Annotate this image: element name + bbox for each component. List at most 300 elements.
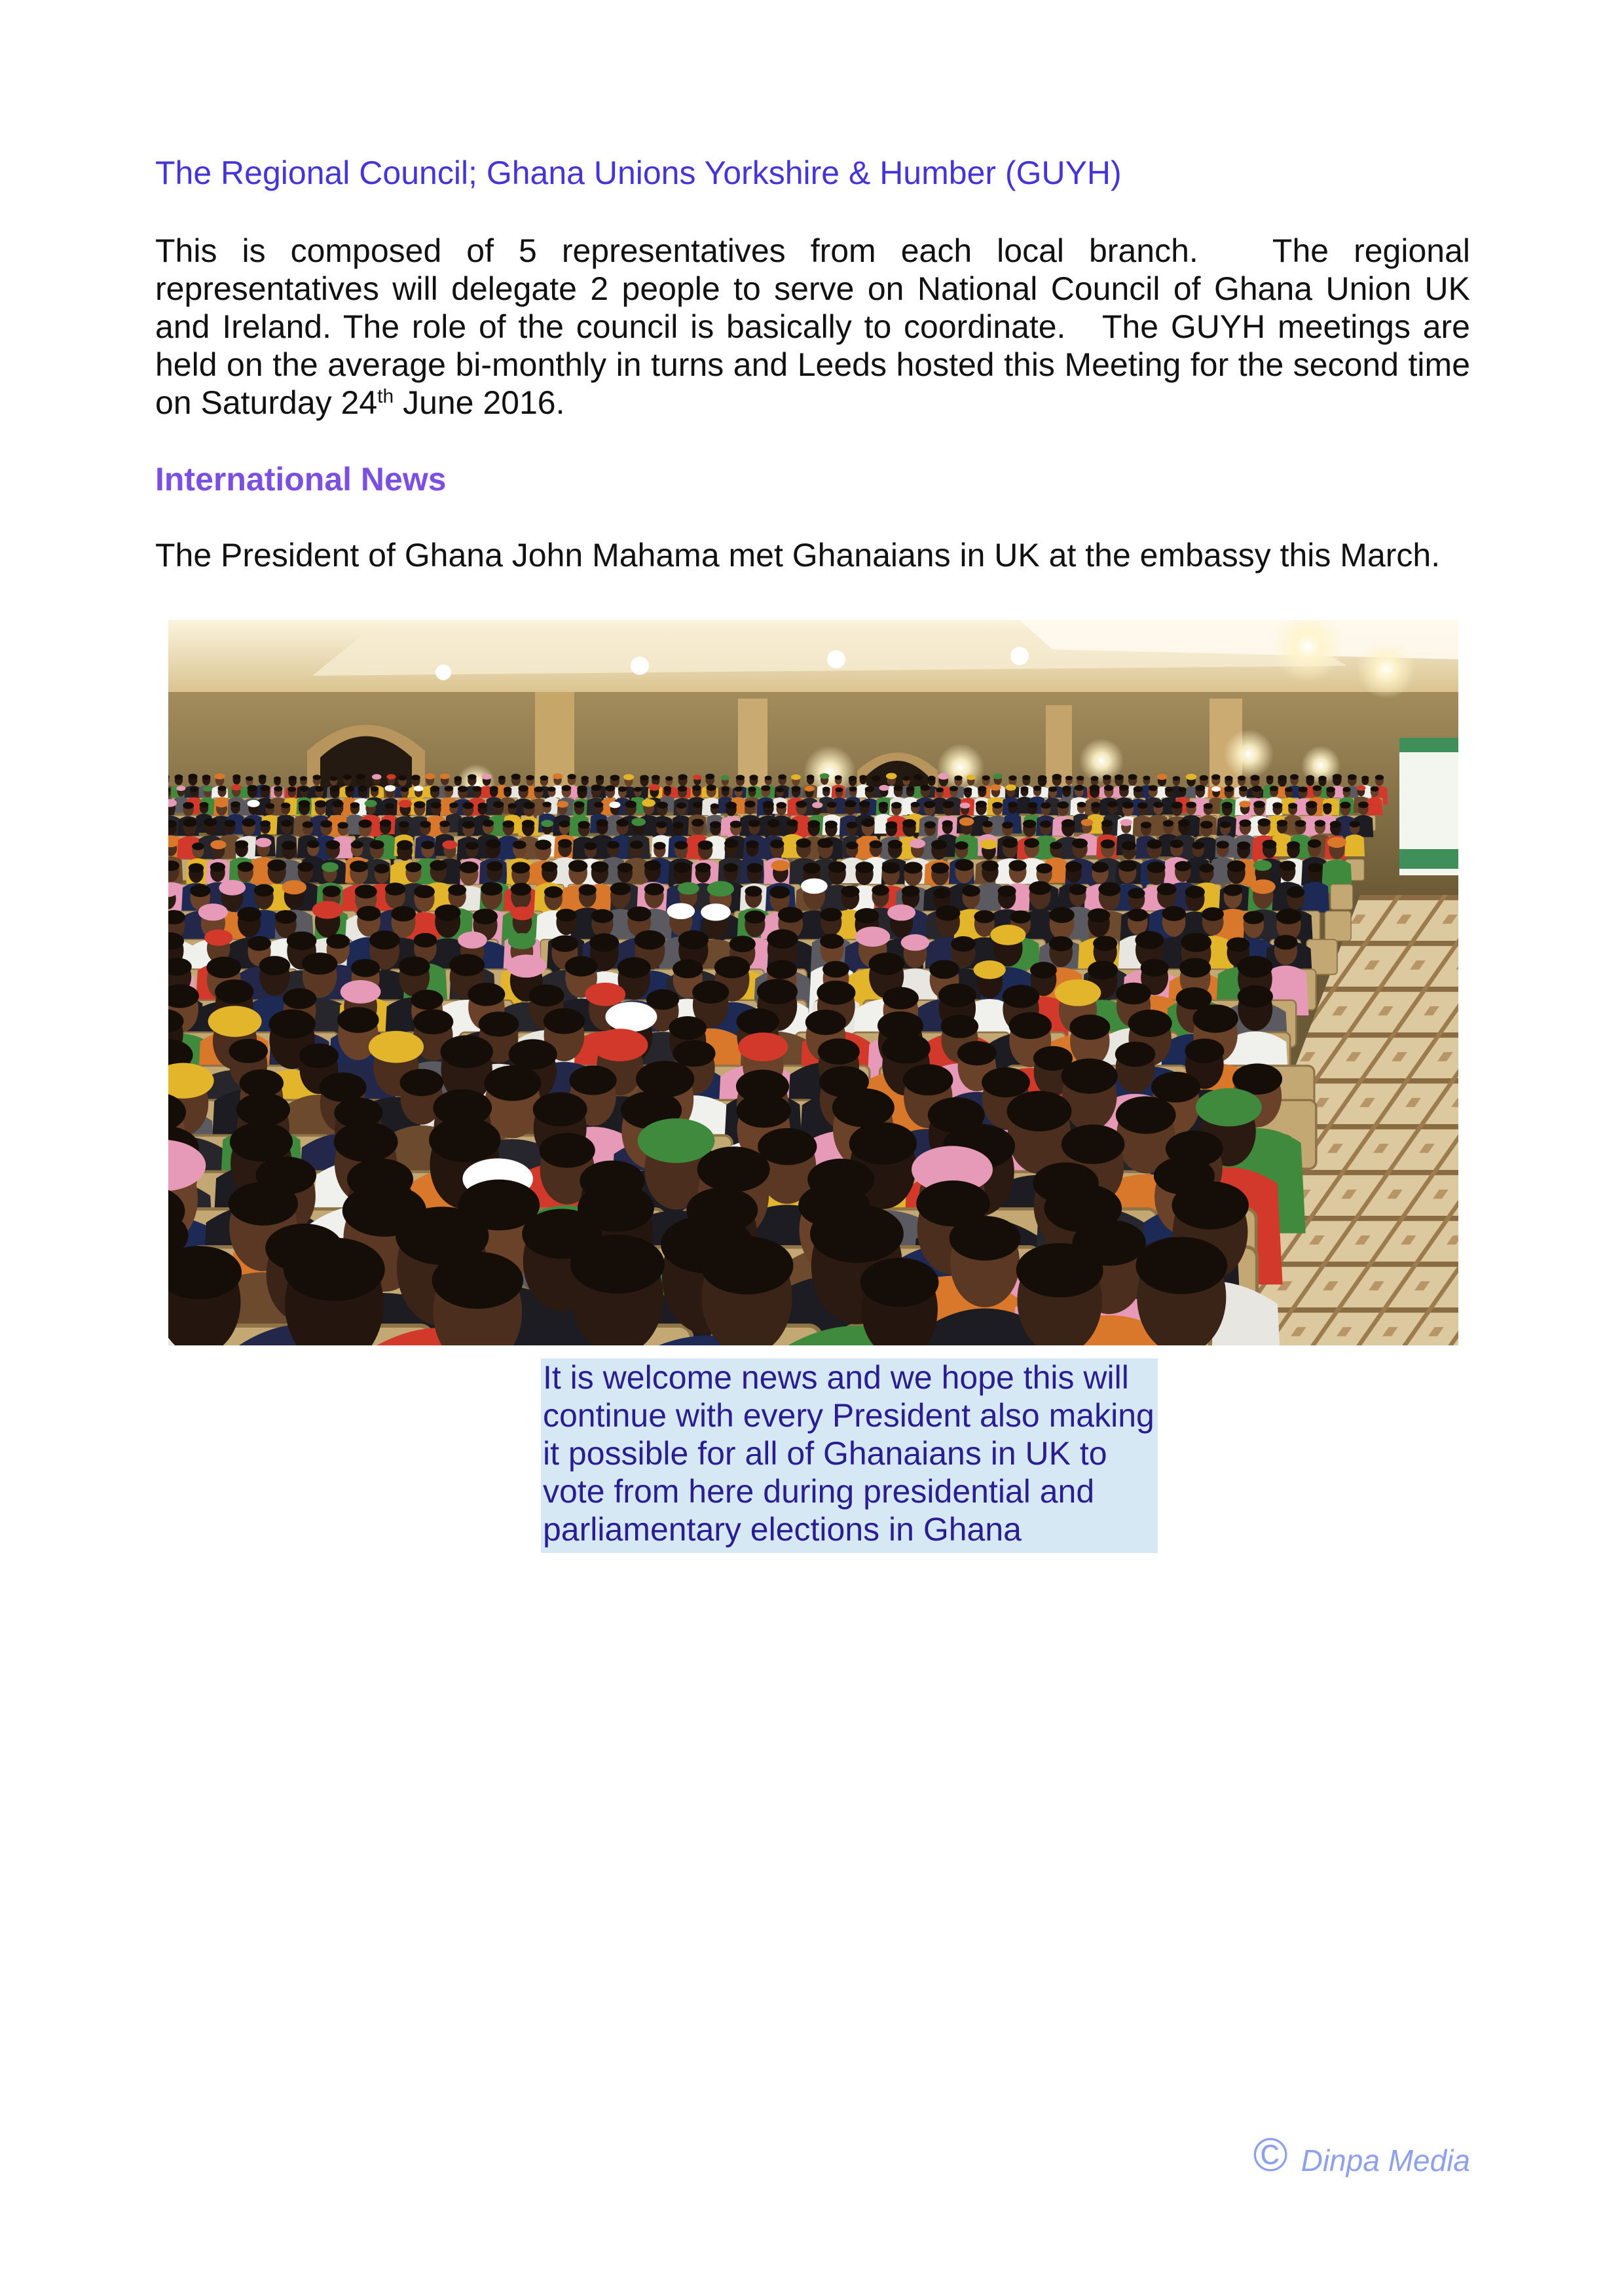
hair (627, 906, 652, 921)
hair (745, 911, 766, 924)
hair (287, 932, 317, 951)
hair (591, 909, 614, 923)
hair (259, 956, 291, 975)
hair (414, 885, 435, 898)
headwrap (1251, 879, 1276, 894)
hair (942, 820, 953, 827)
headwrap (1120, 819, 1132, 826)
news-text: The President of Ghana John Mahama met Ghanaians in UK at the embassy this March. (155, 537, 1441, 574)
headwrap (219, 880, 246, 896)
hair (1195, 785, 1205, 791)
hair (710, 803, 719, 809)
hair (420, 821, 431, 828)
hair (1049, 936, 1073, 951)
hair (217, 786, 226, 791)
hair (758, 1128, 817, 1165)
hair (596, 819, 608, 827)
hair (448, 884, 466, 896)
hair (188, 774, 197, 780)
hair (1052, 774, 1062, 780)
hair (927, 776, 935, 781)
hair (955, 859, 974, 871)
hair (1250, 775, 1259, 781)
hair (275, 910, 297, 924)
hair (567, 774, 576, 779)
hair (315, 800, 327, 807)
hair (303, 821, 313, 828)
hair (974, 910, 995, 923)
hair (1072, 839, 1088, 848)
headwrap (1211, 786, 1221, 792)
hair (1141, 959, 1169, 977)
hair (957, 1041, 997, 1065)
hair (334, 1122, 398, 1162)
audience-member-body (1301, 882, 1329, 913)
headwrap (312, 901, 343, 919)
hair (540, 775, 549, 780)
hair (577, 786, 587, 792)
hair (998, 885, 1016, 897)
hair (265, 803, 274, 809)
headwrap (707, 881, 734, 897)
hair (289, 776, 297, 781)
hair (399, 957, 430, 976)
hair (950, 1216, 1021, 1260)
hair (259, 774, 267, 779)
hair (1010, 911, 1031, 924)
hair (439, 820, 450, 827)
hair (350, 860, 368, 872)
hair (607, 841, 619, 849)
hair (673, 862, 690, 873)
hair (1308, 863, 1322, 872)
hair (673, 822, 684, 828)
hair (1253, 801, 1265, 808)
hair (565, 956, 598, 976)
hair (652, 775, 660, 780)
hair (1134, 786, 1143, 792)
hair (526, 775, 534, 780)
headwrap (609, 801, 620, 808)
headwrap (384, 785, 396, 792)
hair (400, 1069, 444, 1097)
hair (300, 786, 308, 792)
hair (1091, 776, 1099, 780)
hair (992, 802, 1003, 809)
hair (260, 785, 270, 791)
hair (978, 786, 986, 792)
hair (484, 1065, 541, 1101)
chair-back (1325, 911, 1351, 941)
hair (1204, 803, 1213, 809)
hair (533, 1092, 587, 1126)
hair (315, 786, 323, 792)
hair (778, 774, 786, 780)
hair (807, 774, 815, 779)
hair (1016, 1243, 1103, 1298)
hair (803, 863, 821, 874)
hair (1115, 1042, 1155, 1066)
hair (232, 774, 240, 780)
hair (640, 775, 649, 780)
hair (460, 862, 479, 873)
hair (882, 862, 900, 873)
hair (891, 802, 902, 809)
hair (1122, 841, 1136, 850)
audience-photo (168, 620, 1458, 1345)
hair (579, 884, 597, 896)
hair (1299, 786, 1308, 792)
hair (906, 786, 915, 792)
hair (737, 1093, 791, 1127)
hair (429, 1118, 501, 1162)
hair (1323, 803, 1332, 809)
hair (902, 886, 920, 897)
hair (369, 930, 400, 949)
hair (646, 989, 679, 1010)
hair (828, 862, 847, 873)
hair (511, 774, 521, 780)
headwrap (820, 773, 830, 779)
hair (237, 907, 261, 922)
headwrap (879, 785, 889, 791)
hair (529, 985, 564, 1007)
hair (1147, 862, 1166, 873)
footer-credit (1253, 2129, 1470, 2181)
hair (190, 787, 198, 792)
international-news-heading: International News (155, 461, 447, 498)
hair (401, 787, 409, 792)
hair (183, 818, 197, 827)
headwrap (458, 932, 487, 949)
hair (805, 1010, 846, 1035)
hair (351, 841, 363, 848)
hair (561, 785, 571, 791)
hair (693, 802, 703, 808)
headwrap (198, 903, 228, 920)
hair (478, 803, 488, 809)
hair (325, 840, 340, 849)
headwrap (365, 800, 377, 807)
hair (1172, 802, 1183, 809)
hair (767, 960, 797, 979)
hair (1186, 801, 1196, 808)
hair (238, 862, 254, 871)
hair (358, 820, 371, 828)
hair (1185, 886, 1205, 898)
headwrap (990, 784, 1001, 791)
headwrap (1356, 786, 1365, 791)
hair (283, 988, 316, 1009)
hair (1008, 860, 1026, 871)
hair (431, 802, 441, 809)
hair (820, 934, 844, 949)
hair (1330, 821, 1341, 828)
ordinal-suffix: th (377, 386, 394, 407)
hair (556, 909, 576, 922)
hair (634, 787, 642, 792)
ceiling-spotlight (1357, 640, 1416, 699)
hair (1285, 787, 1293, 792)
hair (673, 1040, 715, 1067)
hair (757, 979, 798, 1004)
hair (1118, 860, 1137, 871)
hair (1342, 787, 1350, 792)
hair (1313, 786, 1322, 792)
hair (1153, 802, 1163, 808)
hair (1003, 838, 1018, 848)
headwrap (231, 784, 242, 790)
hair (421, 841, 434, 849)
hair (625, 801, 637, 808)
hair (274, 786, 282, 792)
hair (749, 774, 758, 780)
hair (644, 860, 661, 871)
hair (879, 802, 888, 808)
hair (479, 1011, 519, 1036)
headwrap (623, 774, 634, 780)
hair (1318, 776, 1327, 781)
hair (432, 1252, 523, 1309)
hair (1163, 820, 1173, 826)
hair (1030, 962, 1057, 979)
hair (827, 802, 837, 808)
headwrap (322, 862, 339, 872)
hair (371, 786, 379, 792)
hair (332, 800, 343, 807)
hair (605, 785, 615, 792)
hair (1022, 775, 1030, 780)
hair (936, 788, 944, 792)
hair (1239, 820, 1251, 827)
hair (1061, 819, 1075, 828)
hair (1238, 776, 1246, 781)
banner-stripe (1399, 738, 1458, 752)
hair (236, 1093, 290, 1126)
hair (534, 786, 543, 792)
hair (399, 821, 409, 828)
hair (1258, 818, 1271, 826)
hair (724, 839, 739, 848)
headwrap (678, 882, 699, 894)
hair (542, 862, 558, 871)
headwrap (667, 903, 695, 919)
hair (982, 775, 990, 780)
hair (881, 1033, 930, 1063)
hair (302, 953, 337, 975)
hair (397, 840, 413, 850)
hair (570, 1235, 665, 1294)
hair (630, 841, 643, 849)
hair (618, 957, 651, 978)
hair (449, 803, 458, 808)
hair (183, 802, 194, 809)
dinpa-media-credit: Dinpa Media (1301, 2143, 1470, 2178)
hair (1137, 802, 1148, 809)
headwrap (993, 773, 1003, 779)
hair (1002, 822, 1013, 829)
hair (1147, 839, 1162, 848)
hair (414, 801, 426, 809)
hair (678, 930, 709, 949)
hair (175, 774, 183, 780)
hair (698, 841, 713, 850)
hair (726, 802, 737, 809)
hair (1290, 774, 1299, 780)
hair (518, 785, 528, 792)
hair (1278, 775, 1287, 781)
hair (1020, 786, 1028, 792)
hair (1061, 1125, 1125, 1164)
crowd (168, 773, 1388, 1345)
hair (385, 883, 405, 896)
hair (810, 1205, 904, 1263)
hair (547, 787, 555, 792)
headwrap (176, 786, 185, 791)
hair (1165, 787, 1173, 792)
hair (231, 801, 240, 807)
hair (449, 954, 485, 976)
hair (849, 776, 857, 781)
wall-light (1224, 729, 1274, 779)
hair (714, 956, 750, 978)
hair (832, 1088, 895, 1127)
hair (913, 774, 923, 780)
hair (502, 820, 514, 828)
hair (835, 788, 843, 792)
hair (454, 776, 462, 780)
hair (845, 800, 857, 807)
hair (504, 787, 511, 792)
hair (1371, 786, 1379, 792)
hair (535, 840, 551, 850)
hair (673, 959, 703, 978)
hair (210, 862, 225, 872)
hair (411, 990, 443, 1010)
hair (855, 908, 879, 923)
hair (924, 801, 936, 808)
hair (1029, 881, 1051, 895)
hair (435, 905, 461, 921)
hair (705, 774, 714, 780)
headwrap (553, 773, 563, 779)
headwrap (938, 773, 949, 780)
hair (767, 929, 798, 949)
hair (589, 934, 619, 952)
hair (692, 785, 701, 791)
hair (657, 802, 668, 809)
hair (769, 886, 790, 898)
copyright-icon: © (1253, 2129, 1288, 2181)
hair (982, 861, 999, 871)
hair (445, 786, 454, 792)
hair (950, 786, 958, 791)
hair (1375, 774, 1384, 780)
hair (1272, 802, 1282, 808)
hair (610, 774, 620, 780)
hair (1075, 785, 1084, 791)
hair (391, 906, 416, 922)
hair (1104, 785, 1114, 791)
headwrap (605, 1002, 657, 1032)
hair (964, 787, 972, 792)
paragraph-text-end: June 2016. (394, 384, 565, 421)
caption-line: vote from here during presidential and (543, 1473, 1095, 1510)
headwrap (442, 841, 457, 849)
hair (692, 819, 704, 827)
hair (849, 1122, 917, 1165)
hair (859, 801, 870, 807)
hair (976, 801, 987, 808)
hair (1119, 785, 1129, 791)
hair (430, 786, 440, 792)
hair (902, 776, 910, 781)
hair (511, 883, 532, 896)
hair (235, 840, 248, 848)
hair (369, 840, 384, 849)
hair (925, 821, 936, 828)
hair (933, 888, 950, 898)
headwrap (369, 1031, 424, 1063)
hair (860, 1258, 939, 1307)
audience-member-body (1344, 835, 1365, 856)
hair (764, 776, 771, 780)
hair (778, 907, 803, 922)
hair (190, 884, 210, 898)
hair (357, 906, 381, 921)
hair (1062, 786, 1071, 791)
headwrap (341, 980, 381, 1004)
hair (695, 863, 711, 873)
hair (676, 803, 686, 809)
hair (1200, 864, 1214, 873)
hair (1040, 820, 1052, 828)
hair (1008, 801, 1017, 807)
hair (540, 1133, 595, 1167)
hair (747, 863, 762, 873)
hair (355, 884, 377, 898)
hair (559, 820, 570, 827)
hair (872, 885, 889, 896)
hair (490, 786, 498, 792)
hair (616, 819, 629, 827)
hair (568, 860, 587, 872)
hair (1220, 822, 1230, 828)
hair (1287, 886, 1305, 898)
hair (591, 784, 602, 791)
headwrap (585, 983, 625, 1006)
hair (745, 801, 756, 808)
hair (330, 776, 337, 781)
hair (322, 886, 341, 897)
ceiling-spotlight (1010, 647, 1029, 665)
hair (320, 1072, 367, 1102)
headwrap (887, 905, 915, 921)
hair (936, 905, 961, 921)
hair (581, 776, 588, 780)
hair (941, 1015, 978, 1038)
hair (242, 818, 255, 827)
hair (888, 840, 902, 849)
ceiling-spotlight (435, 665, 451, 680)
hair (414, 933, 437, 947)
hair (665, 776, 673, 781)
headwrap (399, 800, 413, 808)
banner-stripe (1399, 849, 1458, 869)
hair (1065, 862, 1082, 872)
hair (1181, 933, 1211, 952)
hair (1088, 960, 1118, 979)
